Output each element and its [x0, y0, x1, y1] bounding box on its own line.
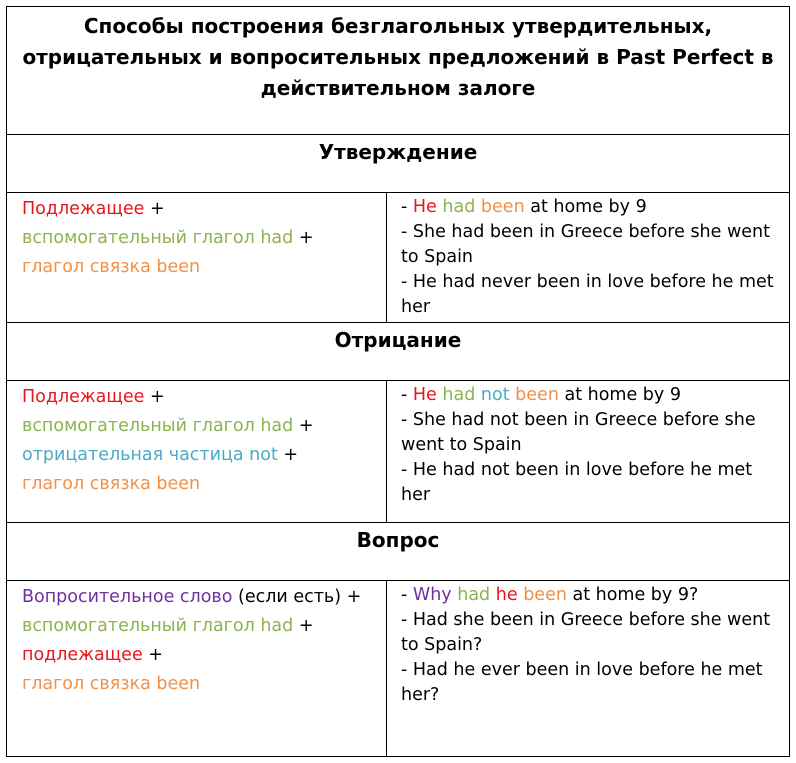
formula-line: [22, 441, 380, 470]
formula-line: [22, 612, 380, 641]
negative-heading: Отрицание: [334, 328, 462, 352]
formula-line: [22, 253, 380, 282]
text-run: глагол связка been: [22, 474, 201, 494]
text-run: -: [401, 385, 413, 405]
text-run: Подлежащее: [22, 387, 145, 407]
text-run: had: [457, 585, 491, 605]
negative-row: [7, 381, 789, 523]
text-run: +: [293, 616, 314, 636]
formula-line: [22, 383, 380, 412]
text-run: вспомогательный глагол had: [22, 616, 294, 636]
affirmative-formula: [7, 193, 387, 322]
text-run: he: [495, 585, 518, 605]
formula-line: [22, 641, 380, 670]
text-run: at home by 9 - She had not been in Greece before she went to Spain - He had not been in love before he met her: [401, 385, 756, 505]
text-run: been: [515, 385, 559, 405]
text-run: He: [412, 197, 437, 217]
text-run: глагол связка been: [22, 674, 201, 694]
text-run: +: [293, 228, 314, 248]
affirmative-row: [7, 193, 789, 323]
grammar-table: [6, 6, 790, 757]
text-run: отрицательная частица not: [22, 445, 278, 465]
negative-formula: [7, 381, 387, 522]
question-formula: [7, 581, 387, 756]
text-run: +: [144, 387, 165, 407]
text-run: +: [293, 416, 314, 436]
text-run: вспомогательный глагол had: [22, 416, 294, 436]
affirmative-examples: [387, 193, 789, 322]
formula-line: [22, 470, 380, 499]
formula-line: [22, 670, 380, 699]
text-run: вспомогательный глагол had: [22, 228, 294, 248]
question-heading: Вопрос: [356, 528, 440, 552]
text-run: -: [401, 197, 413, 217]
table-title: Способы построения безглагольных утвердительных, отрицательных и вопросительных предложений в Past Perfect в действительном залоге: [22, 14, 774, 100]
title-row: [7, 7, 789, 135]
affirmative-heading: Утверждение: [318, 140, 478, 164]
formula-line: [22, 224, 380, 253]
text-run: Подлежащее: [22, 199, 145, 219]
text-run: had: [442, 197, 476, 217]
question-row: [7, 581, 789, 756]
text-run: +: [142, 645, 163, 665]
text-run: at home by 9? - Had she been in Greece before she went to Spain? - Had he ever been in love before he met her?: [401, 585, 771, 705]
text-run: He: [412, 385, 437, 405]
question-examples: [387, 581, 789, 756]
text-run: +: [144, 199, 165, 219]
text-run: Why: [412, 585, 452, 605]
formula-line: [22, 583, 380, 612]
affirmative-heading-row: [7, 135, 789, 193]
negative-heading-row: [7, 323, 789, 381]
question-heading-row: [7, 523, 789, 581]
text-run: at home by 9 - She had been in Greece before she went to Spain - He had never been in love before he met her: [401, 197, 774, 317]
text-run: +: [277, 445, 299, 465]
text-run: подлежащее: [22, 645, 143, 665]
text-run: been: [523, 585, 567, 605]
negative-examples: [387, 381, 789, 522]
text-run: had: [442, 385, 476, 405]
text-run: -: [401, 585, 413, 605]
formula-line: [22, 412, 380, 441]
text-run: been: [480, 197, 525, 217]
formula-line: [22, 195, 380, 224]
text-run: Вопросительное слово: [22, 587, 233, 607]
text-run: глагол связка been: [22, 257, 201, 277]
text-run: not: [480, 385, 510, 405]
text-run: (если есть) +: [232, 587, 362, 607]
